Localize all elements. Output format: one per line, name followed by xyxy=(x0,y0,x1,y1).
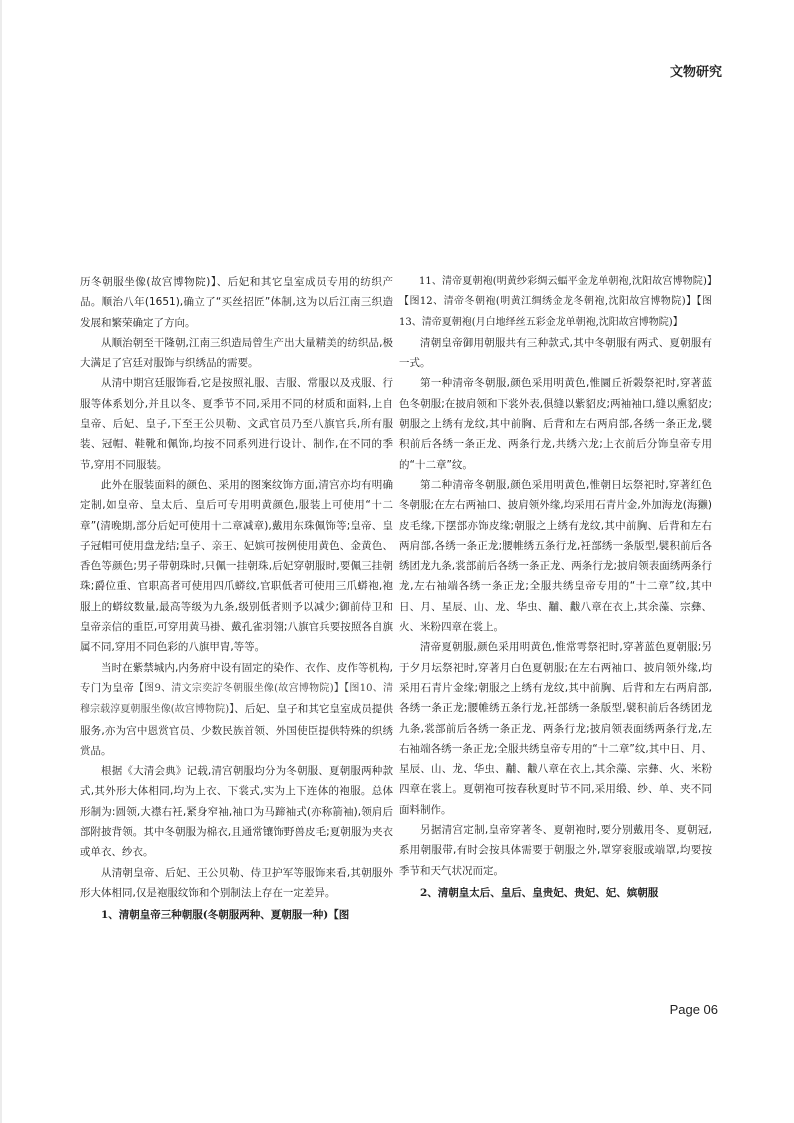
section-title: 文物研究 xyxy=(669,65,722,80)
page-number: Page 06 xyxy=(669,1002,718,1017)
figure-reference: 【图10、清穆宗载淳夏朝服坐像(故宫博物院)】 xyxy=(80,682,393,716)
paragraph: 第二种清帝冬朝服,颜色采用明黄色,惟朝日坛祭祀时,穿著红色冬朝服;在左右两袖口、披肩领外缘,均采用石青片金,外加海龙(海獭)皮毛缘,下摆部亦饰皮缘;朝服之上绣有龙纹,其中前胸、后背和左右两肩部,各绣一条正龙;腰帷绣五条行龙,衽部绣一条版型,襞积前后各绣团龙九条,裳部前后各绣一条正龙、两条行龙;披肩领表面绣两条行龙,左右袖端各绣一条正龙;全服共绣皇帝专用的“十二章”纹,其中日、月、星辰、山、龙、华虫、黼、黻八章在衣上,其余藻、宗彝、火、米粉四章在裳上。 xyxy=(399,478,712,634)
paragraph-with-figure-refs xyxy=(80,658,393,761)
paragraph: 清朝皇帝御用朝服共有三种款式,其中冬朝服有两式、夏朝服有一式。 xyxy=(399,336,712,370)
figure-caption: 11、清帝夏朝袍(明黄纱彩绸云蝠平金龙单朝袍,沈阳故宫博物院)】【图12、清帝冬朝袍(明黄江绸绣金龙冬朝袍,沈阳故宫博物院)】【图13、清帝夏朝袍(月白地绎丝五彩金龙单朝袍,沈阳故宫博物院)】 xyxy=(399,276,712,328)
paragraph: 清帝夏朝服,颜色采用明黄色,惟常雩祭祀时,穿著蓝色夏朝服;另于夕月坛祭祀时,穿著月白色夏朝服;在左右两袖口、披肩领外缘,均采用石青片金缘;朝服之上绣有龙纹,其中前胸、后背和左右两肩部,各绣一条正龙;腰帷绣五条行龙,衽部绣一条版型,襞积前后各绣团龙九条,裳部前后各绣一条正龙、两条行龙;披肩领表面绣两条行龙,左右袖端各绣一条正龙;全服共绣皇帝专用的“十二章”纹,其中日、月、星辰、山、龙、华虫、黼、黻八章在衣上,其余藻、宗彝、火、米粉四章在裳上。夏朝袍可按春秋夏时节不同,采用缎、纱、单、夹不同面料制作。 xyxy=(399,641,712,816)
right-column xyxy=(399,272,712,903)
paragraph: 此外在服装面料的颜色、采用的图案纹饰方面,清宫亦均有明确定制,如皇帝、皇太后、皇后可专用明黄颜色,服装上可使用“十二章”(清晚期,部分后妃可使用十二章减章),戴用东珠佩饰等;皇帝、皇子冠帽可使用盘龙结;皇子、亲王、妃嫔可按例使用黄色、金黄色、香色等颜色;男子带朝珠时,只佩一挂朝珠,后妃穿朝服时,要佩三挂朝珠;爵位重、官职高者可使用四爪蟒纹,官职低者可使用三爪蟒袍,袍服上的蟒纹数量,最高等级为九条,级别低者则予以减少;御前侍卫和皇帝亲信的重臣,可穿用黄马褂、戴孔雀羽翎;八旗官兵要按照各自旗属不同,穿用不同色彩的八旗甲胄,等等。 xyxy=(80,478,393,654)
paragraph: 从清朝皇帝、后妃、王公贝勒、侍卫护军等服饰来看,其朝服外形大体相同,仅是袍服纹饰和个别制法上存在一定差异。 xyxy=(80,866,393,899)
paragraph: 另据清宫定制,皇帝穿著冬、夏朝袍时,要分别戴用冬、夏朝冠,系用朝服带,有时会按具体需要于朝服之外,罩穿衮服或端罩,均要按季节和天气状况而定。 xyxy=(399,824,712,877)
paragraph: 第一种清帝冬朝服,颜色采用明黄色,惟圜丘祈榖祭祀时,穿著蓝色冬朝服;在披肩领和下裳外表,俱缝以紫貂皮;两袖袖口,缝以熏貂皮;朝服之上绣有龙纹,其中前胸、后背和左右两肩部,各绣一条正龙,襞积前后各绣一条正龙、两条行龙,共绣六龙;上衣前后分饰皇帝专用的“十二章”纹。 xyxy=(399,377,712,471)
text: 、后妃、皇子和其它皇室成员提供服务,亦为宫中恩赏官员、少数民族首领、外国使臣提供特殊的织绣赏品。 xyxy=(80,703,393,757)
page-edge-shadow xyxy=(0,0,2,1123)
paragraph: 从清中期宫廷服饰看,它是按照礼服、吉服、常服以及戎服、行服等体系划分,并且以冬、夏季节不同,采用不同的材质和面料,上自皇帝、后妃、皇子,下至王公贝勒、文武官员乃至八旗官兵,所有服装、冠帽、鞋靴和佩饰,均按不同系列进行设计、制作,在不同的季节,穿用不同服装。 xyxy=(80,377,393,471)
section-heading: 2、清朝皇太后、皇后、皇贵妃、贵妃、妃、嫔朝服 xyxy=(420,886,659,899)
figure-reference: 【图9、清文宗奕詝冬朝服坐像(故宫博物院)】 xyxy=(133,682,345,694)
text: 当时在紫禁城内,内务府中设有固定的染作、衣作、皮作等机构,专门为皇帝 xyxy=(80,661,393,694)
paragraph: 历冬朝服坐像(故宫博物院)】、后妃和其它皇室成员专用的纺织产品。顺治八年(1651),确立了“买丝招匠”体制,这为以后江南三织造发展和繁荣确定了方向。 xyxy=(80,276,393,329)
paragraph: 从顺治朝至干隆朝,江南三织造局曾生产出大量精美的纺织品,极大满足了宫廷对服饰与织绣品的需要。 xyxy=(80,336,393,370)
left-column xyxy=(80,272,393,926)
section-heading: 1、清朝皇帝三种朝服(冬朝服两种、夏朝服一种)【图 xyxy=(101,909,350,922)
paragraph: 根据《大清会典》记载,清宫朝服均分为冬朝服、夏朝服两种款式,其外形大体相同,均为上衣、下裳式,实为上下连体的袍服。总体形制为:圆领,大襟右衽,紧身窄袖,袖口为马蹄袖式(亦称箭袖),领肩后部附披背领。其中冬朝服为棉衣,且通常镶饰野兽皮毛;夏朝服为夹衣或单衣、纱衣。 xyxy=(80,765,393,859)
